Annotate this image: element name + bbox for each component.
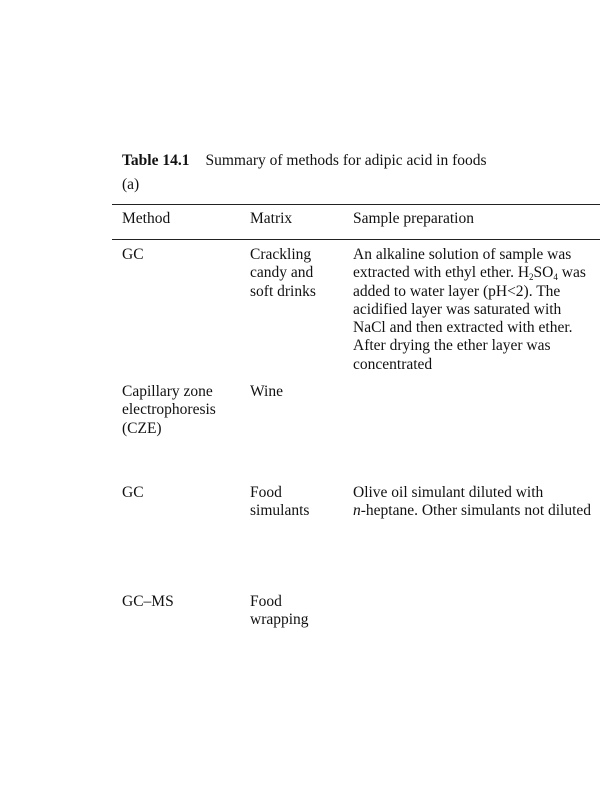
row1-sample-preparation: [353, 246, 586, 374]
prep-line: acidified layer was saturated with: [353, 300, 562, 318]
prep-line: Olive oil simulant diluted with: [353, 484, 544, 501]
prep-line: concentrated: [353, 355, 433, 373]
prep-line: [353, 502, 591, 520]
row1-matrix-line: soft drinks: [250, 282, 316, 300]
prep-line: An alkaline solution of sample was: [353, 246, 572, 263]
subscript: 2: [529, 272, 534, 283]
row3-method: GC: [122, 484, 144, 501]
row3-matrix-line: Food: [250, 484, 282, 501]
table-part-label: (a): [122, 176, 140, 193]
row3-matrix: [250, 484, 309, 521]
row4-matrix-line: Food: [250, 593, 282, 610]
row2-matrix: Wine: [250, 383, 283, 400]
row3-matrix-line: simulants: [250, 502, 310, 520]
prep-text-italic: n: [353, 502, 361, 520]
table-caption: Summary of methods for adipic acid in foods: [205, 152, 487, 169]
row2-method-line: electrophoresis: [122, 401, 216, 419]
header-sample-preparation: Sample preparation: [353, 210, 474, 227]
prep-line: added to water layer (pH<2). The: [353, 282, 561, 300]
table-title: [122, 151, 487, 171]
prep-text: was: [557, 264, 586, 282]
row4-matrix-line: wrapping: [250, 611, 309, 629]
subscript: 4: [553, 272, 558, 283]
row2-method: [122, 383, 216, 438]
prep-line: NaCl and then extracted with ether.: [353, 319, 573, 337]
row4-matrix: [250, 593, 309, 630]
prep-line: [353, 264, 586, 282]
header-matrix: Matrix: [250, 210, 293, 227]
row2-method-line: (CZE): [122, 419, 162, 437]
row1-matrix-line: candy and: [250, 264, 314, 282]
table-number: Table 14.1: [122, 152, 190, 169]
prep-text: extracted with ethyl ether. H: [353, 264, 530, 282]
row1-matrix: [250, 246, 316, 301]
prep-line: After drying the ether layer was: [353, 337, 551, 355]
row2-method-line: Capillary zone: [122, 383, 213, 400]
row1-method: GC: [122, 246, 144, 263]
row3-sample-preparation: [353, 484, 591, 521]
prep-text: -heptane. Other simulants not diluted: [360, 502, 592, 520]
header-method: Method: [122, 210, 171, 227]
table-header-rule: [112, 239, 600, 240]
prep-text: SO: [533, 264, 554, 282]
row4-method: GC–MS: [122, 593, 174, 610]
row1-matrix-line: Crackling: [250, 246, 312, 263]
table-top-rule: [112, 204, 600, 205]
